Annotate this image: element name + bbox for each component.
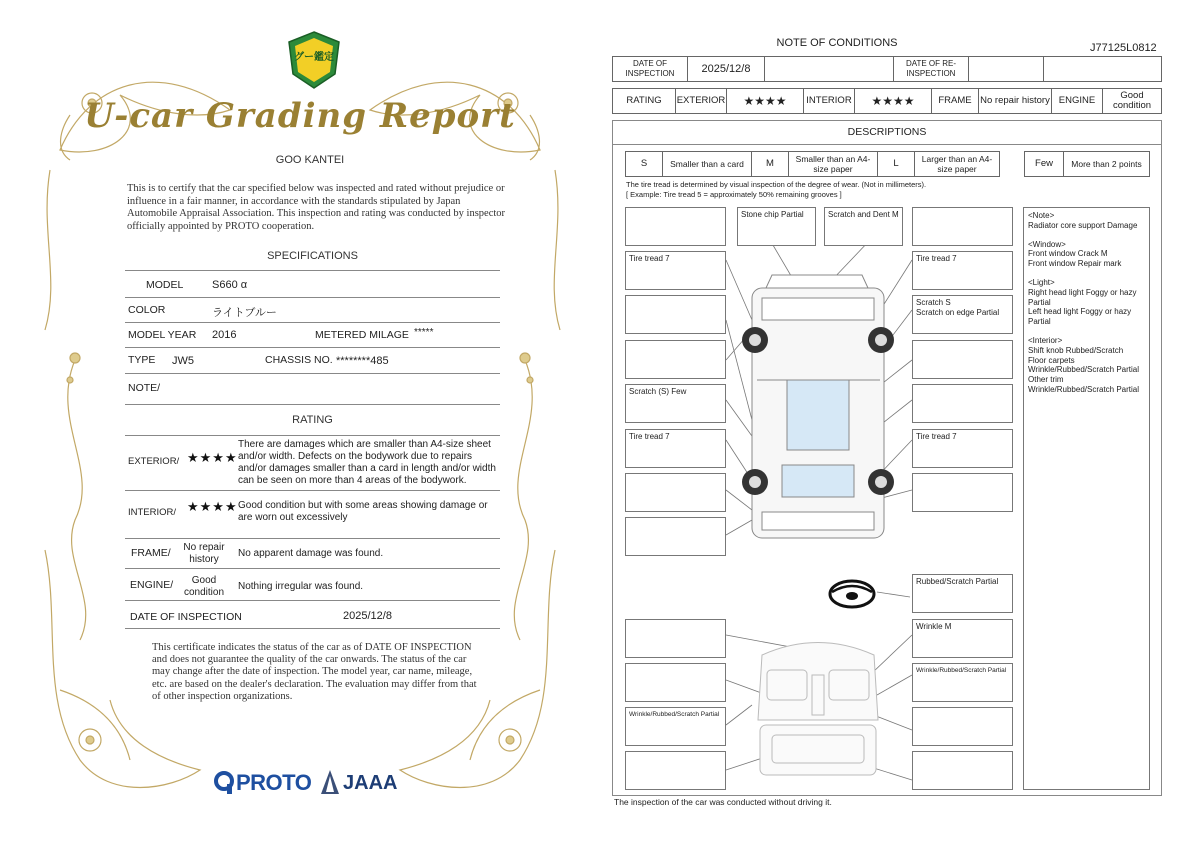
remarks-light-text: Right head light Foggy or hazy Partial Left head light Foggy or hazy Partial — [1028, 287, 1137, 327]
legend-m: M — [752, 152, 789, 177]
proto-logo-text: PROTO — [236, 770, 312, 795]
damage-size-legend — [625, 151, 1000, 177]
callout-box-empty — [912, 751, 1013, 790]
jaaa-logo-text: JAAA — [343, 772, 398, 794]
exterior-stars: ★★★★ — [187, 450, 238, 465]
date-of-inspection-label: DATE OF INSPECTION — [613, 57, 688, 82]
rating-heading: RATING — [292, 414, 333, 426]
callout-box-empty — [625, 295, 726, 334]
certification-statement: This is to certify that the car specified below was inspected and rated without prejudice or influence in a fair manner, in accordance with the standards stipulated by Japan Automobile Appraisal Association. This inspection and rating was conducted by inspector officially appointed by PROTO cooperation. — [127, 183, 506, 232]
goo-kantei-badge — [287, 30, 341, 90]
callout-box-empty — [625, 340, 726, 379]
callout-rubbed-partial: Rubbed/Scratch Partial — [912, 574, 1013, 613]
empty-cell — [765, 57, 894, 82]
engine-description: Nothing irregular was found. — [238, 581, 364, 592]
callout-scratch-few: Scratch (S) Few — [625, 384, 726, 423]
remarks-note — [1028, 211, 1145, 231]
legend-l: L — [878, 152, 915, 177]
type-label: TYPE — [128, 354, 156, 366]
interior-label: INTERIOR/ — [128, 507, 177, 518]
callout-stone-chip: Stone chip Partial — [737, 207, 816, 246]
callout-box-empty — [912, 207, 1013, 246]
callout-box-empty — [625, 751, 726, 790]
engine-value: Good condition — [183, 575, 225, 598]
document-id: J77125L0812 — [1090, 42, 1157, 54]
callout-box-empty — [625, 663, 726, 702]
callout-wrinkle-left: Wrinkle/Rubbed/Scratch Partial — [625, 707, 726, 746]
badge-text: グー鑑定 — [294, 52, 334, 63]
interior-stars: ★★★★ — [855, 89, 932, 114]
interior-stars: ★★★★ — [187, 499, 238, 514]
engine-label: ENGINE — [1052, 89, 1103, 114]
callout-box-empty — [912, 384, 1013, 423]
callout-tire-rear-right: Tire tread 7 — [912, 429, 1013, 468]
callout-box-empty — [912, 707, 1013, 746]
chassis-label: CHASSIS NO. — [265, 354, 333, 366]
callout-wrinkle-right: Wrinkle/Rubbed/Scratch Partial — [912, 663, 1013, 702]
callout-box-empty — [625, 473, 726, 512]
date-of-inspection-value: 2025/12/8 — [343, 610, 392, 622]
inspection-method-note: The inspection of the car was conducted without driving it. — [614, 797, 832, 807]
note-label: NOTE/ — [128, 382, 161, 394]
note-of-conditions-title: NOTE OF CONDITIONS — [776, 37, 898, 49]
divider — [125, 322, 500, 323]
remarks-note-heading: <Note> — [1028, 211, 1055, 220]
legend-few-desc: More than 2 points — [1064, 152, 1150, 177]
divider — [125, 270, 500, 271]
jaaa-logo-icon — [319, 768, 341, 796]
divider — [612, 144, 1162, 145]
frame-description: No apparent damage was found. — [238, 548, 384, 559]
callout-box-empty — [625, 517, 726, 556]
frame-value: No repair history — [979, 89, 1052, 114]
remarks-window-heading: <Window> — [1028, 239, 1066, 249]
date-of-reinspection-value — [969, 57, 1044, 82]
rating-label: RATING — [613, 89, 676, 114]
chassis-value: ********485 — [336, 355, 389, 367]
legend-m-desc: Smaller than an A4-size paper — [789, 152, 878, 177]
callout-tire-front-left: Tire tread 7 — [625, 251, 726, 290]
callout-box-empty — [912, 473, 1013, 512]
certificate-disclaimer: This certificate indicates the status of the car as of DATE OF INSPECTION and does not guarantee the quality of the car onwards. The status of the car may change after the date of inspection. The model year, car name, mileage, etc. are based on the dealer's declaration. The evaluation may differ from that of other inspection organizations. — [152, 642, 477, 702]
specifications-heading: SPECIFICATIONS — [267, 250, 358, 262]
remarks-light-heading: <Light> — [1028, 277, 1055, 287]
divider — [125, 435, 500, 436]
empty-cell — [1044, 57, 1162, 82]
callout-box-empty — [625, 207, 726, 246]
remarks-interior — [1028, 336, 1145, 395]
model-year-label: MODEL YEAR — [128, 329, 197, 341]
legend-few: Few — [1025, 152, 1064, 177]
remarks-window-text: Front window Crack M Front window Repair mark — [1028, 249, 1122, 269]
report-title: U-car Grading Report — [84, 96, 516, 136]
model-year-value: 2016 — [212, 329, 237, 341]
type-value: JW5 — [172, 355, 194, 367]
frame-label: FRAME/ — [131, 547, 171, 559]
remarks-window — [1028, 240, 1145, 269]
frame-label: FRAME — [932, 89, 979, 114]
divider — [125, 628, 500, 629]
divider — [125, 568, 500, 569]
tire-tread-note-line: The tire tread is determined by visual inspection of the degree of wear. (Not in millimeters). — [626, 180, 927, 189]
model-value: S660 α — [212, 279, 248, 291]
inspection-dates-table — [612, 56, 1162, 82]
metered-mileage-label: METERED MILAGE — [315, 329, 409, 341]
remarks-interior-text: Shift knob Rubbed/Scratch Floor carpets Wrinkle/Rubbed/Scratch Partial Other trim Wrinkle/Rubbed/Scratch Partial — [1028, 345, 1140, 394]
divider — [125, 297, 500, 298]
remarks-panel — [1023, 207, 1150, 790]
callout-tire-front-right: Tire tread 7 — [912, 251, 1013, 290]
engine-label: ENGINE/ — [130, 579, 174, 591]
engine-value: Good condition — [1103, 89, 1162, 114]
frame-value: No repair history — [183, 542, 225, 565]
car-interior-view — [758, 643, 878, 776]
divider — [125, 538, 500, 539]
legend-s: S — [626, 152, 663, 177]
color-label: COLOR — [128, 304, 166, 316]
callout-scratch-right: Scratch S Scratch on edge Partial — [912, 295, 1013, 334]
date-of-inspection-value: 2025/12/8 — [688, 57, 765, 82]
remarks-note-text: Radiator core support Damage — [1028, 220, 1138, 230]
exterior-label: EXTERIOR — [676, 89, 727, 114]
rating-summary-table — [612, 88, 1162, 114]
metered-mileage-value: ***** — [414, 327, 434, 338]
divider — [125, 404, 500, 405]
divider — [125, 490, 500, 491]
model-label: MODEL — [146, 279, 184, 291]
date-of-inspection-label: DATE OF INSPECTION — [130, 611, 242, 623]
report-subtitle: GOO KANTEI — [275, 154, 345, 166]
exterior-stars: ★★★★ — [727, 89, 804, 114]
tire-tread-note — [626, 180, 926, 199]
few-legend — [1024, 151, 1150, 177]
callout-box-empty — [912, 340, 1013, 379]
descriptions-heading: DESCRIPTIONS — [847, 126, 927, 138]
tire-tread-note-example: [ Example: Tire tread 5 = approximately 50% remaining grooves ] — [626, 189, 842, 199]
car-top-view — [752, 275, 884, 538]
steering-wheel-icon — [830, 581, 874, 607]
divider — [125, 600, 500, 601]
color-value: ライトブルー — [212, 307, 277, 319]
divider — [125, 373, 500, 374]
proto-logo-icon — [213, 770, 235, 796]
callout-wrinkle-m: Wrinkle M — [912, 619, 1013, 658]
remarks-light — [1028, 278, 1145, 327]
callout-scratch-dent: Scratch and Dent M — [824, 207, 903, 246]
callout-box-empty — [625, 619, 726, 658]
interior-label: INTERIOR — [804, 89, 855, 114]
remarks-interior-heading: <Interior> — [1028, 335, 1063, 345]
legend-l-desc: Larger than an A4-size paper — [915, 152, 1000, 177]
date-of-reinspection-label: DATE OF RE-INSPECTION — [894, 57, 969, 82]
divider — [125, 347, 500, 348]
interior-description: Good condition but with some areas showing damage or are worn out excessively — [238, 500, 488, 523]
exterior-label: EXTERIOR/ — [128, 456, 180, 467]
callout-tire-rear-left: Tire tread 7 — [625, 429, 726, 468]
exterior-description: There are damages which are smaller than A4-size sheet and/or width. Defects on the bodywork due to repairs and/or damages smaller than a card in length and/or width can be seen on more than 4 areas of the bodywork. — [238, 439, 496, 486]
legend-s-desc: Smaller than a card — [663, 152, 752, 177]
